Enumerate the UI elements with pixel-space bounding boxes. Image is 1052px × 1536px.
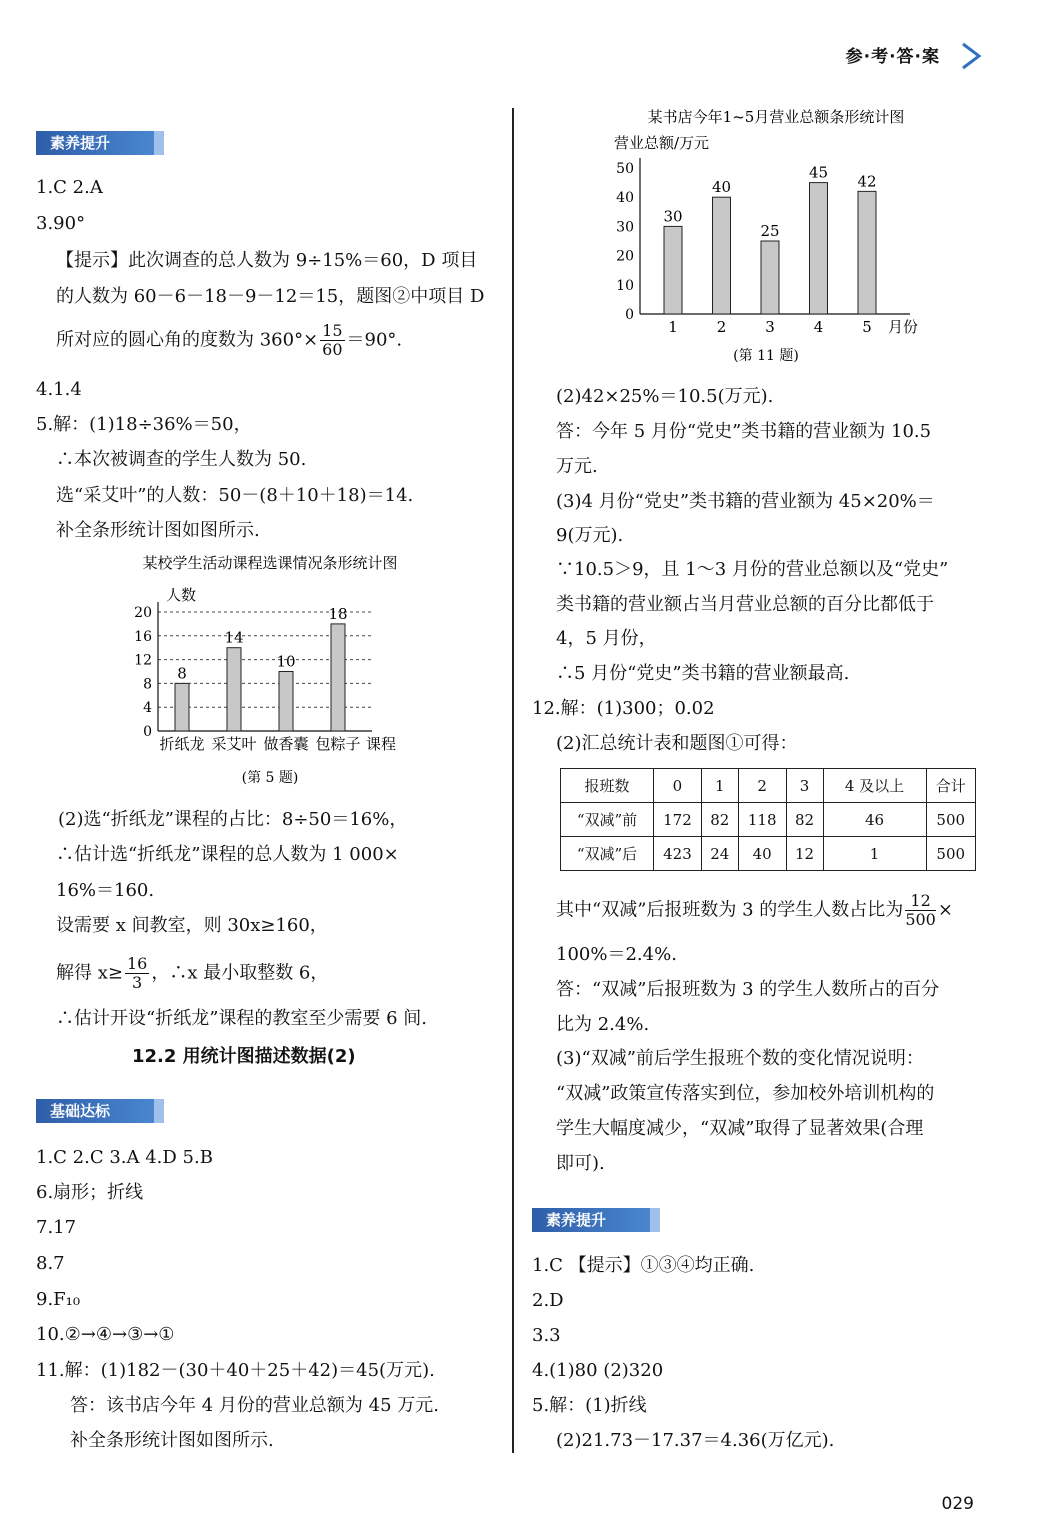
- y-tick-label: 0: [143, 724, 152, 740]
- chart-course-selection: [110, 550, 430, 790]
- text-segment: ＝90°.: [346, 329, 403, 351]
- bar: [279, 672, 293, 732]
- banner-suyang-tisheng: 素养提升: [532, 1208, 650, 1232]
- table-cell: 118: [738, 803, 786, 837]
- chevron-right-icon: [960, 42, 982, 70]
- answer-line: ∴估计选“折纸龙”课程的总人数为 1 000×: [56, 844, 399, 865]
- answer-line: 6.扇形；折线: [36, 1182, 144, 1203]
- table-row: [561, 803, 976, 837]
- page-number: 029: [941, 1494, 974, 1514]
- answer-line: 选“采艾叶”的人数：50－(8＋10＋18)＝14.: [56, 485, 414, 506]
- x-tick-label: 3: [765, 318, 775, 336]
- answer-line: 4，5 月份，: [556, 628, 657, 649]
- answer-line: (3)4 月份“党史”类书籍的营业额为 45×20%＝: [556, 491, 935, 512]
- answer-line: 1.C 2.C 3.A 4.D 5.B: [36, 1147, 213, 1168]
- data-label: 40: [711, 178, 732, 197]
- fraction: [320, 322, 344, 359]
- numerator: 12: [905, 892, 936, 911]
- bar: [761, 241, 779, 314]
- denominator: 60: [322, 340, 343, 359]
- chart-bookstore-revenue: [600, 104, 960, 370]
- x-tick-label: 5: [862, 318, 872, 336]
- y-axis-label: 营业总额/万元: [614, 134, 710, 152]
- chart-caption: (第 11 题): [733, 348, 799, 364]
- data-label: 10: [276, 652, 296, 671]
- answer-line: 7.17: [36, 1217, 77, 1238]
- data-label: 45: [808, 163, 829, 182]
- answer-line: 3.3: [532, 1325, 561, 1346]
- answer-line: (2)汇总统计表和题图①可得：: [556, 733, 798, 754]
- answer-line: 9(万元).: [556, 525, 624, 546]
- answer-line: (2)42×25%＝10.5(万元).: [556, 386, 774, 407]
- banner-jichu-dabiao: 基础达标: [36, 1099, 154, 1123]
- numerator: 16: [126, 954, 148, 973]
- y-tick-label: 30: [616, 219, 634, 236]
- answer-line: ∴5 月份“党史”类书籍的营业额最高.: [556, 663, 850, 684]
- table-cell: 40: [738, 837, 786, 871]
- y-tick-label: 40: [616, 190, 634, 207]
- table-cell: 82: [701, 803, 738, 837]
- answer-line: ∴本次被调查的学生人数为 50.: [56, 449, 307, 470]
- table-cell: 46: [823, 803, 926, 837]
- chart-caption: (第 5 题): [241, 770, 299, 786]
- table-cell: 82: [786, 803, 823, 837]
- bar: [664, 226, 682, 314]
- column-divider: [512, 108, 514, 1453]
- answer-line-fraction: [556, 892, 953, 929]
- data-label: 42: [857, 172, 877, 191]
- banner-suyang-tisheng: 素养提升: [36, 131, 154, 155]
- x-tick-label: 包粽子: [315, 735, 361, 753]
- y-tick-label: 0: [625, 307, 634, 323]
- answer-line: 100%＝2.4%.: [556, 944, 677, 965]
- table-cell: 423: [654, 837, 702, 871]
- answer-line: 3.90°: [36, 213, 86, 234]
- x-tick-label: 2: [716, 318, 727, 336]
- answer-line: 4.(1)80 (2)320: [532, 1360, 664, 1381]
- table-header-cell: 1: [701, 769, 738, 803]
- table-cell: 172: [654, 803, 702, 837]
- denominator: 500: [905, 910, 936, 929]
- bar: [331, 624, 345, 731]
- table-header-row: [561, 769, 976, 803]
- x-tick-label: 做香囊: [263, 735, 309, 753]
- chart-title: 某书店今年1~5月营业总额条形统计图: [647, 108, 905, 126]
- x-axis-label: 课程: [366, 735, 397, 753]
- answer-line: 10.②→④→③→①: [36, 1324, 175, 1345]
- answer-line: 12.解：(1)300；0.02: [532, 698, 715, 719]
- hint-line: 的人数为 60－6－18－9－12＝15，题图②中项目 D: [56, 286, 485, 307]
- table-header-cell: 合计: [926, 769, 976, 803]
- table-cell: 12: [786, 837, 823, 871]
- table-header-cell: 4 及以上: [823, 769, 926, 803]
- y-tick-label: 20: [134, 605, 152, 621]
- answer-line: 5.解：(1)折线: [532, 1395, 647, 1416]
- header-title: 参·考·答·案: [845, 47, 940, 67]
- numerator: 15: [322, 321, 343, 340]
- y-tick-label: 8: [143, 676, 152, 693]
- y-tick-label: 4: [143, 700, 152, 717]
- chart-title: 某校学生活动课程选课情况条形统计图: [142, 554, 398, 572]
- table-row: [561, 837, 976, 871]
- answer-line: (2)选“折纸龙”课程的占比：8÷50＝16%，: [58, 809, 408, 830]
- hint-line-fraction: [56, 322, 402, 359]
- table-cell: 500: [926, 837, 976, 871]
- fraction: [125, 955, 149, 992]
- answer-line: 16%＝160.: [56, 880, 155, 901]
- answer-line: 2.D: [532, 1290, 564, 1311]
- x-tick-label: 采艾叶: [211, 735, 257, 753]
- answer-line: 1.C 2.A: [36, 177, 103, 198]
- bar: [175, 683, 189, 731]
- y-axis-label: 人数: [166, 586, 197, 604]
- data-label: 18: [328, 604, 348, 623]
- section-title: 12.2 用统计图描述数据(2): [132, 1046, 356, 1067]
- answer-line: ∴估计开设“折纸龙”课程的教室至少需要 6 间.: [56, 1008, 428, 1029]
- bar: [858, 191, 876, 314]
- answer-line: 8.7: [36, 1253, 65, 1274]
- table-cell: “双减”后: [561, 837, 654, 871]
- x-tick-label: 1: [668, 318, 678, 336]
- answer-line: 5.解：(1)18÷36%＝50，: [36, 414, 252, 435]
- data-label: 14: [224, 628, 244, 647]
- text-segment: 所对应的圆心角的度数为 360°×: [56, 329, 319, 351]
- hint-line: 【提示】此次调查的总人数为 9÷15%＝60，D 项目: [56, 250, 478, 271]
- table-header-cell: 0: [654, 769, 702, 803]
- answer-line: ∵10.5＞9，且 1～3 月份的营业总额以及“党史”: [556, 559, 949, 580]
- answer-line: 答：该书店今年 4 月份的营业总额为 45 万元.: [70, 1395, 439, 1416]
- denominator: 3: [132, 973, 143, 992]
- answer-line: 补全条形统计图如图所示.: [70, 1430, 274, 1451]
- fraction: [905, 892, 936, 929]
- answer-line: 学生大幅度减少，“双减”取得了显著效果(合理: [556, 1118, 924, 1139]
- bar: [810, 183, 828, 314]
- answer-line: 比为 2.4%.: [556, 1014, 650, 1035]
- x-tick-label: 4: [813, 318, 824, 336]
- summary-table: [560, 768, 976, 871]
- answer-line: 类书籍的营业额占当月营业总额的百分比都低于: [556, 594, 934, 615]
- answer-line: 设需要 x 间教室，则 30x≥160，: [56, 915, 328, 936]
- bar: [713, 197, 731, 314]
- table-header-cell: 3: [786, 769, 823, 803]
- answer-line: “双减”政策宣传落实到位，参加校外培训机构的: [556, 1083, 935, 1104]
- text-segment: 其中“双减”后报班数为 3 的学生人数占比为: [556, 899, 904, 921]
- answer-line: 4.1.4: [36, 379, 82, 400]
- y-tick-label: 16: [134, 628, 152, 645]
- table-cell: 1: [823, 837, 926, 871]
- data-label: 25: [760, 222, 780, 240]
- answer-line: 1.C 【提示】①③④均正确.: [532, 1255, 755, 1276]
- table-cell: 500: [926, 803, 976, 837]
- table-header-cell: 报班数: [561, 769, 654, 803]
- answer-line: 补全条形统计图如图所示.: [56, 520, 260, 541]
- text-segment: 解得 x≥: [56, 962, 123, 984]
- table-header-cell: 2: [738, 769, 786, 803]
- table-cell: 24: [701, 837, 738, 871]
- answer-line: 答：今年 5 月份“党史”类书籍的营业额为 10.5: [556, 421, 932, 442]
- answer-line: (2)21.73－17.37＝4.36(万亿元).: [556, 1430, 835, 1451]
- y-tick-label: 10: [616, 277, 634, 294]
- table-cell: “双减”前: [561, 803, 654, 837]
- y-tick-label: 50: [616, 161, 634, 177]
- answer-line: 11.解：(1)182－(30＋40＋25＋42)＝45(万元).: [36, 1360, 435, 1381]
- answer-line-fraction: [56, 955, 328, 992]
- text-segment: ，∴x 最小取整数 6，: [151, 962, 329, 984]
- bar: [227, 648, 241, 731]
- answer-line: 即可).: [556, 1153, 605, 1174]
- data-label: 8: [177, 664, 187, 683]
- x-axis-label: 月份: [888, 318, 919, 336]
- answer-line: 答：“双减”后报班数为 3 的学生人数所占的百分: [556, 979, 940, 1000]
- data-label: 30: [663, 207, 683, 226]
- text-segment: ×: [937, 899, 953, 921]
- answer-line: 万元.: [556, 456, 598, 477]
- x-tick-label: 折纸龙: [159, 735, 205, 753]
- answer-line: 9.F₁₀: [36, 1289, 81, 1310]
- y-tick-label: 20: [616, 248, 634, 265]
- answer-line: (3)“双减”前后学生报班个数的变化情况说明：: [556, 1048, 924, 1069]
- y-tick-label: 12: [134, 652, 152, 669]
